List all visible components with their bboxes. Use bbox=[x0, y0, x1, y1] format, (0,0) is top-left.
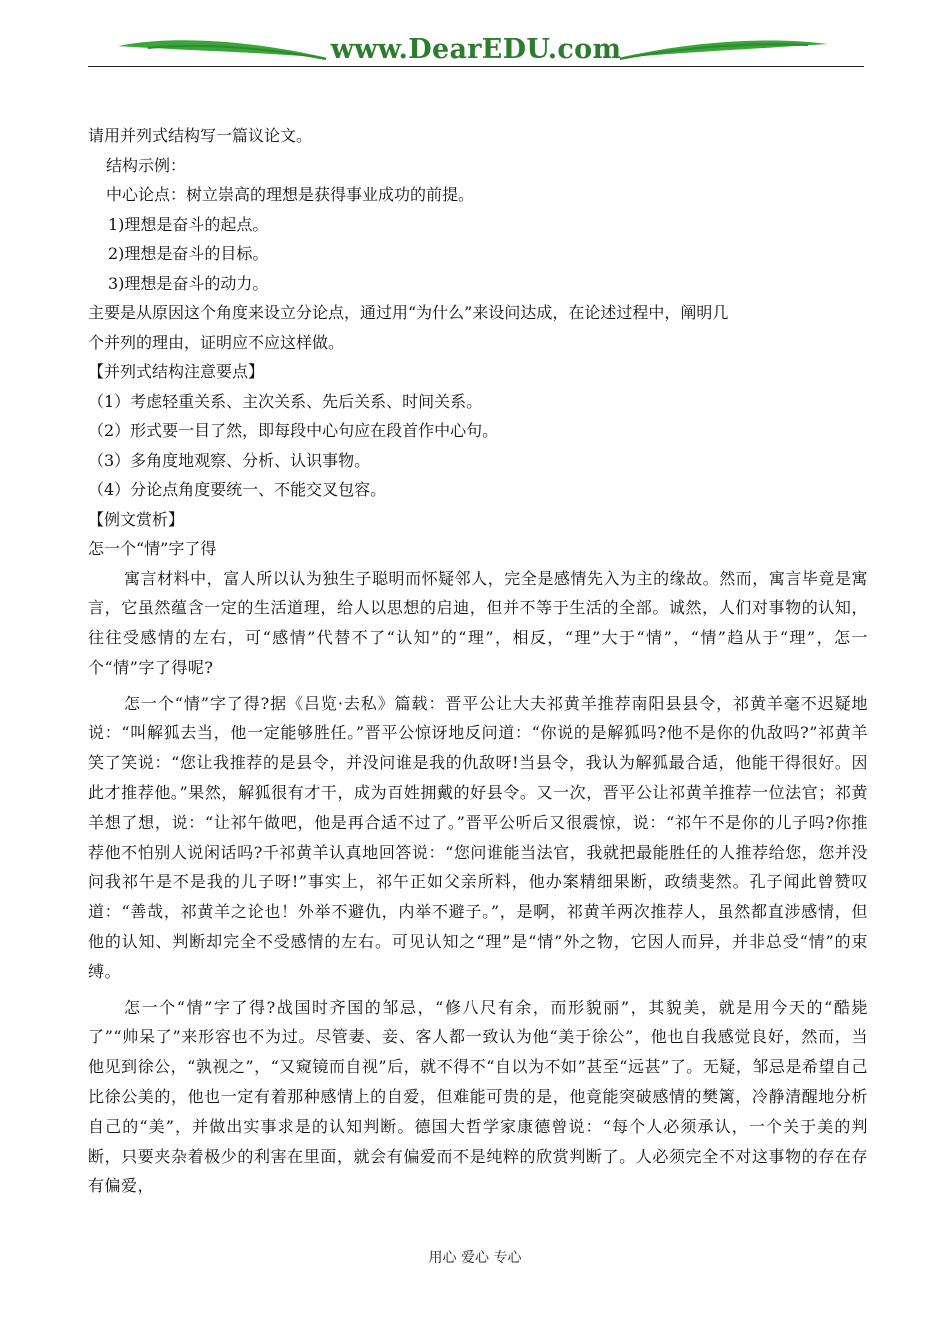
key-point-1: （1）考虑轻重关系、主次关系、先后关系、时间关系。 bbox=[88, 391, 483, 411]
essay-paragraph: 怎一个“情”字了得?据《吕览·去私》篇载：晋平公让大夫祁黄羊推荐南阳县县令，祁黄羊毫不迟疑地说：“叫解狐去当，他一定能够胜任。”晋平公惊讶地反问道：“你说的是解狐吗?他不是你的仇敌吗?”祁黄羊笑了笑说：“您让我推荐的是县令，并没问谁是我的仇敌呀!当县令，我认为解狐最合适，他能干得很好。因此才推荐他。”果然，解狐很有才干，成为百姓拥戴的好县令。又一次，晋平公让祁黄羊推荐一位法官；祁黄羊想了想，说：“让祁午做吧，他是再合适不过了。”晋平公听后又很震惊，说：“祁午不是你的儿子吗?你推荐他不怕别人说闲话吗?千祁黄羊认真地回答说：“您问谁能当法官，我就把最能胜任的人推荐给您，您并没问我祁午是不是我的儿子呀!”事实上，祁午正如父亲所料，他办案精细果断，政绩斐然。孔子闻此曾赞叹道：“善哉，祁黄羊之论也！外举不避仇，内举不避子。”，是啊，祁黄羊两次推荐人，虽然都直涉感情，但他的认知、判断却完全不受感情的左右。可见认知之“理”是“情”外之物，它因人而异，并非总受“情”的束缚。 bbox=[88, 693, 868, 981]
header-divider bbox=[88, 66, 864, 67]
key-point-2: （2）形式要一目了然，即每段中心句应在段首作中心句。 bbox=[88, 421, 499, 440]
central-thesis: 中心论点：树立崇高的理想是获得事业成功的前提。 bbox=[106, 185, 475, 204]
key-point-4: （4）分论点角度要统一、不能交叉包容。 bbox=[88, 480, 387, 499]
site-url-logo: www.DearEDU.com bbox=[330, 34, 622, 65]
essay-title: 怎一个“情”字了得 bbox=[88, 539, 217, 558]
explanation-line-1: 主要是从原因这个角度来设立分论点，通过用“为什么”来设问达成，在论述过程中，阐明几 bbox=[88, 303, 729, 322]
essay-paragraph: 寓言材料中，富人所以认为独生子聪明而怀疑邻人，完全是感情先入为主的缘故。然而，寓言毕竟是寓言，它虽然蕴含一定的生活道理，给人以思想的启迪，但并不等于生活的全部。诚然，人们对事物的认知，往往受感情的左右，可“感情”代替不了“认知”的“理”，相反，“理”大于“情”，“情”趋从于“理”，怎一个“情”字了得呢? bbox=[88, 568, 868, 677]
prompt-line: 请用并列式结构写一篇议论文。 bbox=[88, 126, 313, 145]
sub-point-2: 2)理想是奋斗的目标。 bbox=[108, 244, 269, 263]
section-heading-key-points: 【并列式结构注意要点】 bbox=[88, 362, 265, 381]
key-point-3: （3）多角度地观察、分析、认识事物。 bbox=[88, 450, 371, 470]
page-footer: 用心 爱心 专心 bbox=[428, 1250, 522, 1266]
sub-point-1: 1)理想是奋斗的起点。 bbox=[108, 214, 269, 234]
section-heading-example: 【例文赏析】 bbox=[88, 509, 185, 529]
essay-paragraph: 怎一个“情”字了得?战国时齐国的邹忌，“修八尺有余，而形貌丽”，其貌美，就是用今天的“酷毙了”“帅呆了”来形容也不为过。尽管妻、妾、客人都一致认为他“美于徐公”，他也自我感觉良好，然而，当他见到徐公，“孰视之”，“又窥镜而自视”后，就不得不“自以为不如”甚至“远甚”了。无疑，邹忌是希望自己比徐公美的，他也一定有着那种感情上的自爱，但难能可贵的是，他竟能突破感情的樊篱，冷静清醒地分析自己的“美”，并做出实事求是的认知判断。德国大哲学家康德曾说：“每个人必须承认，一个关于美的判断，只要夹杂着极少的利害在里面，就会有偏爱而不是纯粹的欣赏判断了。人必须完全不对这事物的存在存有偏爱， bbox=[88, 997, 868, 1196]
explanation-line-2: 个并列的理由，证明应不应这样做。 bbox=[88, 332, 345, 352]
document-body bbox=[88, 121, 868, 1201]
site-header-banner bbox=[88, 28, 864, 70]
sub-point-3: 3)理想是奋斗的动力。 bbox=[108, 273, 269, 293]
structure-example-label: 结构示例： bbox=[106, 155, 187, 175]
